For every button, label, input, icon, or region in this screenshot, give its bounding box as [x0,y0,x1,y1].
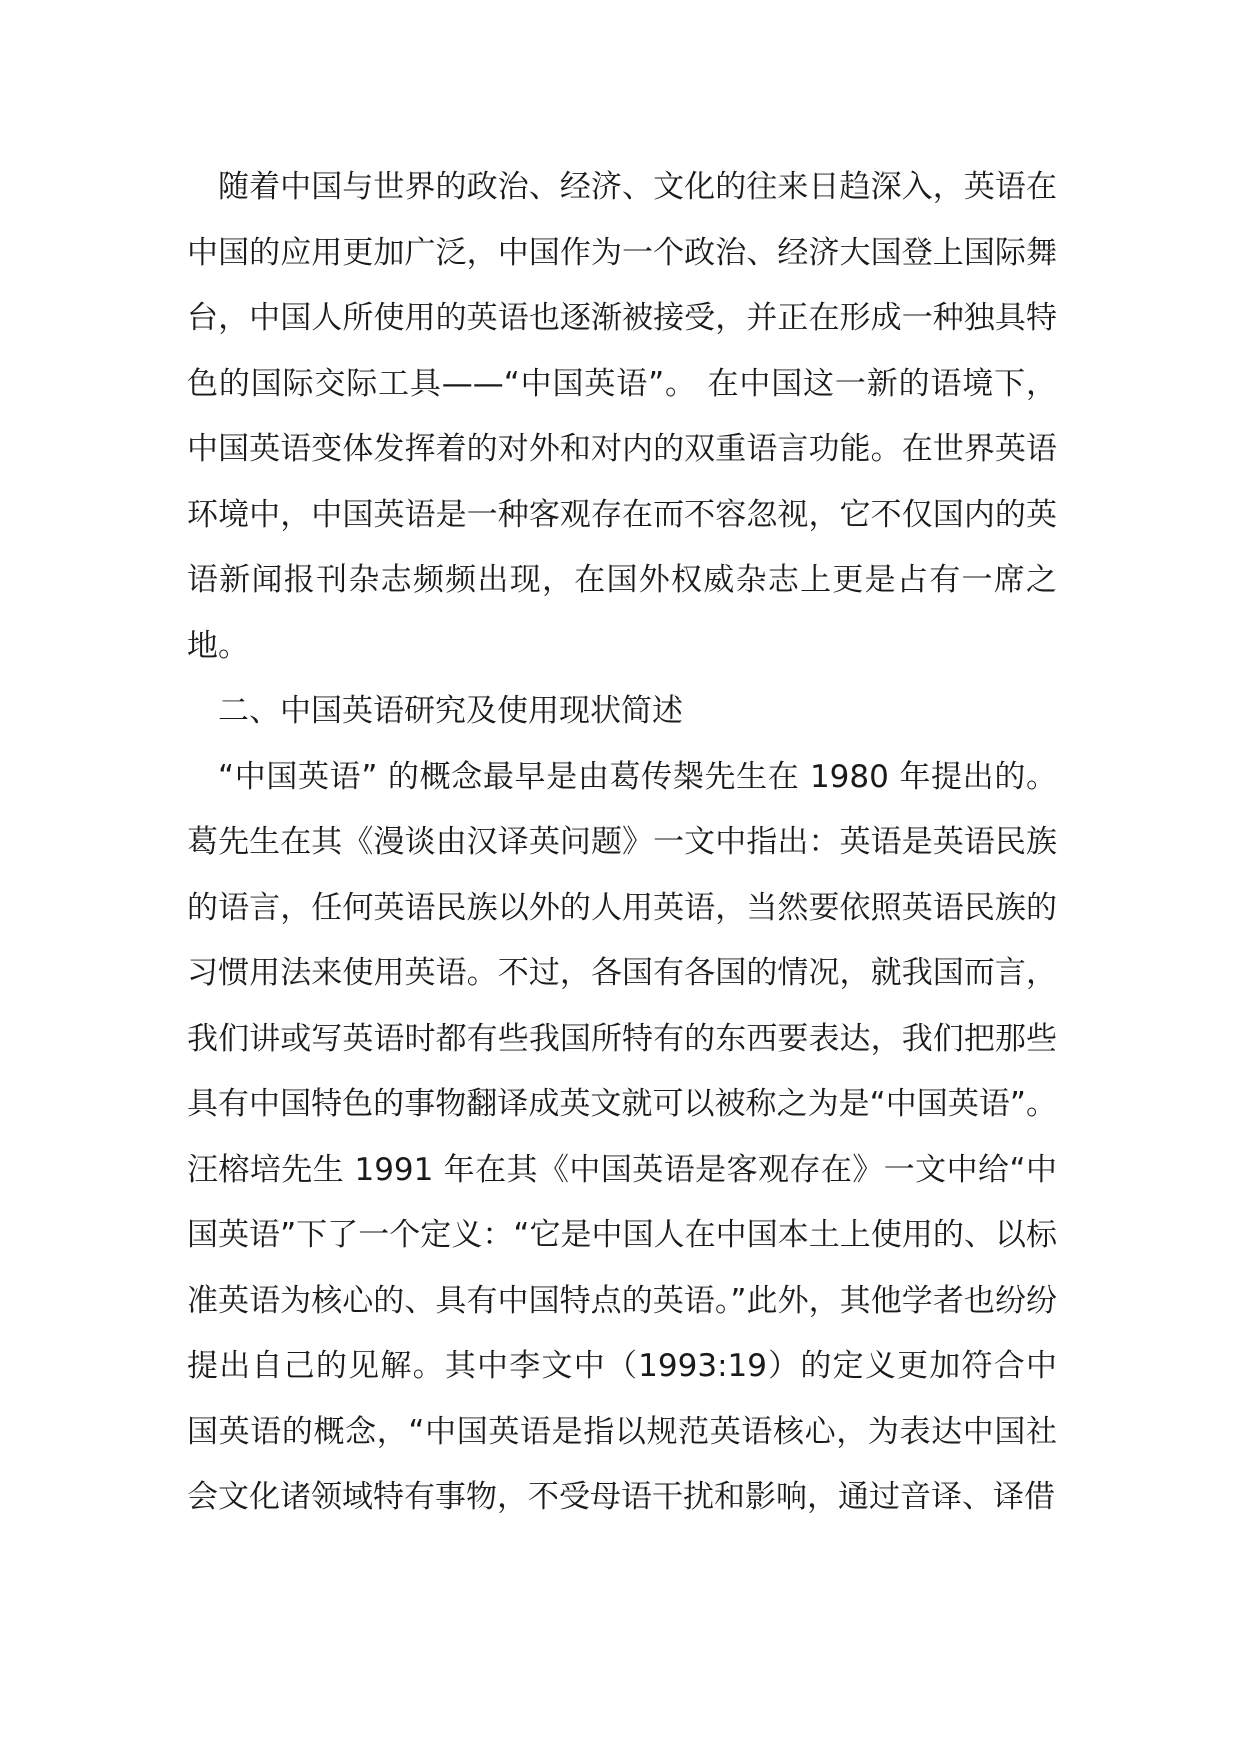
section-heading: 二、中国英语研究及使用现状简述 [218,693,683,729]
document-page [187,155,1057,1531]
body-paragraph: “中国英语” 的概念最早是由葛传椝先生在 1980 年提出的。葛先生在其《漫谈由汉译英问题》一文中指出：英语是英语民族的语言，任何英语民族以外的人用英语，当然要依照英语民族的习惯用法来使用英语。不过，各国有各国的情况，就我国而言，我们讲或写英语时都有些我国所特有的东西要表达，我们把那些具有中国特色的事物翻译成英文就可以被称之为是“中国英语”。 汪榕培先生 1991 年在其《中国英语是客观存在》一文中给“中国英语”下了一个定义：“它是中国人在中国本土上使用的、以标准英语为核心的、具有中国特点的英语。”此外，其他学者也纷纷提出自己的见解。其中李文中（1993:19）的定义更加符合中国英语的概念，“中国英语是指以规范英语核心，为表达中国社会文化诸领域特有事物，不受母语干扰和影响，通过音译、译借 [187,758,1057,1515]
body-paragraph: 随着中国与世界的政治、经济、文化的往来日趋深入，英语在中国的应用更加广泛，中国作为一个政治、经济大国登上国际舞台，中国人所使用的英语也逐渐被接受，并正在形成一种独具特色的国际交际工具——“中国英语”。 在中国这一新的语境下，中国英语变体发挥着的对外和对内的双重语言功能。在世界英语环境中，中国英语是一种客观存在而不容忽视，它不仅国内的英语新闻报刊杂志频频出现，在国外权威杂志上更是占有一席之地。 [187,169,1057,664]
